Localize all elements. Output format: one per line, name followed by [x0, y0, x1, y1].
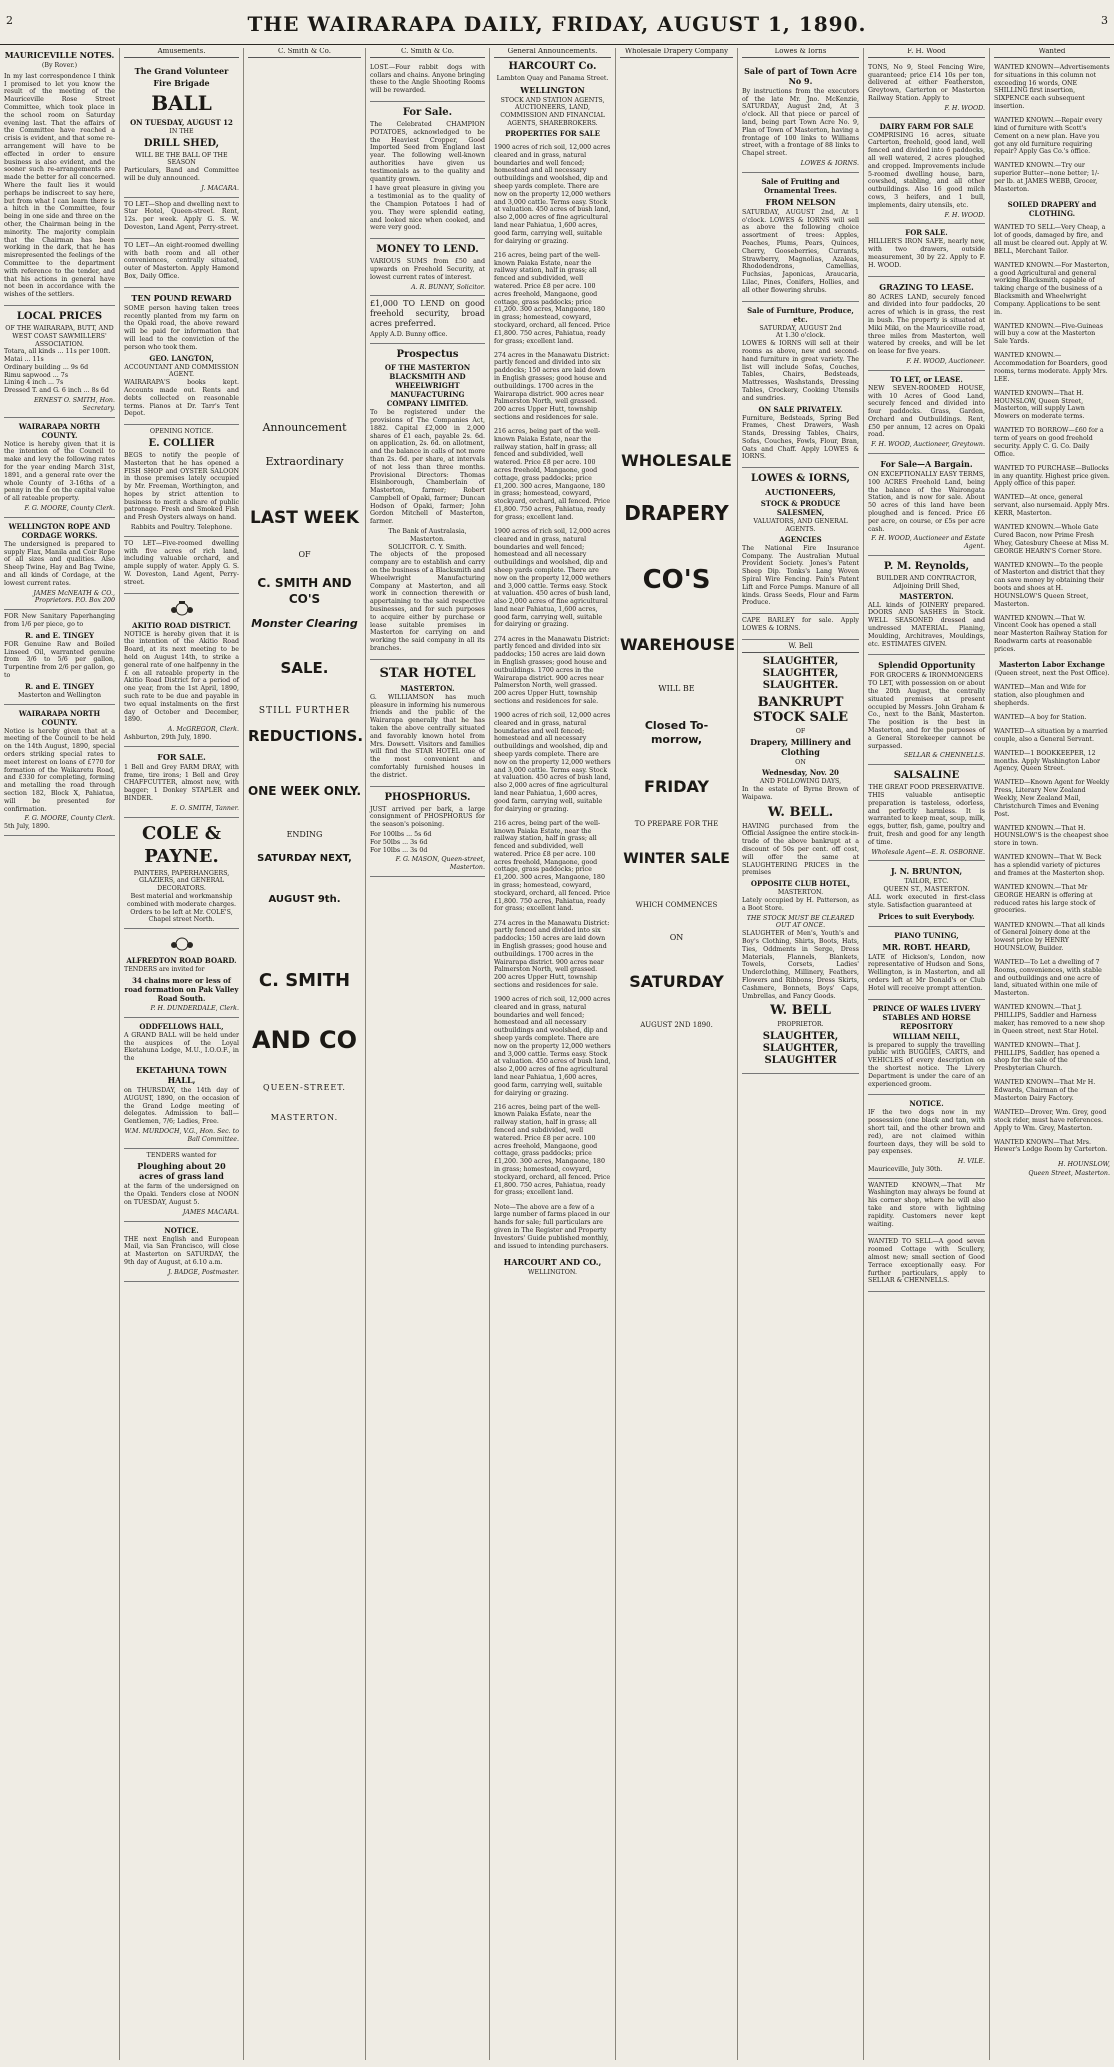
- labor-exchange-heading: Masterton Labor Exchange: [998, 659, 1105, 669]
- reynolds-ad: P. M. Reynolds, BUILDER AND CONTRACTOR, Adjoining Drill Shed, MASTERTON. ALL kinds of JOINERY prepared. DOORS AND SASHES in Stock. WELL SEASONED dressed and undressed MATERIAL. Planing, Moulding, Architraves, Mouldings, etc. ESTIMATES GIVEN.: [868, 556, 985, 655]
- byline: (By Rover.): [41, 62, 78, 69]
- to-let-ad-2: TO LET—An eight-roomed dwelling with bath room and all other conveniences, centrally situated, outer of Masterton. Apply Hamond Box, Daily Office.: [124, 239, 239, 288]
- wanted-item: WANTED—Known Agent for Weekly Press, Literary New Zealand Weekly, New Zealand Mail, Christchurch Times and Evening Post.: [994, 779, 1110, 818]
- alfredton-notice: ALFREDTON ROAD BOARD. TENDERS are invited for 34 chains more or less of road formation on Pak Valley Road South. P. H. DUNDERDALE, Clerk.: [124, 929, 239, 1018]
- wanted-item: WANTED KNOWN—That Mrs. Hewer's Lodge Room by Carterton.: [994, 1138, 1108, 1154]
- wanted-item: WANTED—A situation by a married couple, also a General Servant.: [994, 727, 1108, 743]
- column-c-smith-notices: [366, 48, 490, 2060]
- money-to-lend-ad: MONEY TO LEND. VARIOUS SUMS from £50 and upwards on Freehold Security, at lowest current rates of interest. A. R. BUNNY, Solicitor.: [370, 239, 485, 296]
- phosphorus-ad: PHOSPHORUS. JUST arrived per bark, a large consignment of PHOSPHORUS for the season's poisoning. For 100lbs ... 5s 6d For 50lbs ... 3s 6d For 10lbs ... 3s 0d F. G. MASON, Queen-street, Masterton.: [370, 787, 485, 877]
- royal-crest-icon: [169, 935, 195, 953]
- wanted-item: WANTED TO BORROW—£60 for a term of years on good freehold security. Apply C. G. Co. Daily Office.: [994, 427, 1104, 458]
- page-number-right: 3: [1101, 14, 1108, 27]
- price-item: For 10lbs ... 3s 0d: [370, 846, 428, 854]
- wanted-item: WANTED—Drover, Wm. Grey, good stock rider, must have references. Apply to Wm. Grey, Masterton.: [994, 1108, 1107, 1132]
- bargain-ad: For Sale—A Bargain. ON EXCEPTIONALLY EASY TERMS, 100 ACRES Freehold Land, being the balance of the Wairongata Station, and is now for sale. About 50 acres of this land have been ploughed and is fenced. Price £6 per acre, on course, or £5s per acre cash. F. H. WOOD, Auctioneer and Estate Agent.: [868, 454, 985, 556]
- announcement-word: Announcement: [262, 420, 347, 434]
- fencing-wire-ad: TONS, No 9, Steel Fencing Wire, guaranteed; price £14 10s per ton, delivered at either Featherston, Greytown, Carterton or Masterton Railway Station. Apply to F. H. WOOD.: [868, 61, 985, 118]
- column-fh-wood: [864, 48, 990, 2060]
- wanted-item: WANTED KNOWN—That Mr H. Edwards, Chairman of the Masterton Dairy Factory.: [994, 1079, 1096, 1102]
- wanted-item: WANTED KNOWN.—That H. HOUNSLOW'S is the cheapest shoe store in town.: [994, 824, 1109, 848]
- article-body: In my last correspondence I think I promised to let you know the result of the meeting of the Mauriceville Rose Street Committee, which took place in the school room on Saturday evening last. That the affairs of the Committee have reached a crisis is evident, and that some re-arrangement will have to be effected in order to ensure business is also evident, and the sooner such re-arrangements are made the better for all concerned. Where the fault lies it would perhaps be indiscreet to say here, but from what I can learn there is a hitch in the Committee, four being in one side and three on the other, the Chairman being in the minority. The majority complain that the Chairman has been working in the dark, that he has misrepresented the feelings of the Committee to the department with reference to the tender, and that his actions in general have not been in accordance with the wishes of the settlers.: [4, 70, 115, 306]
- column-heading: General Announcements.: [494, 48, 611, 58]
- dogs-notice: NOTICE. IF the two dogs now in my possession (one black and tan, with short tail, and the other brown and red), are not claimed within fourteen days, they will be sold to pay expenses. H. VILE. Mauriceville, July 30th.: [868, 1095, 985, 1178]
- dairy-farm-ad: DAIRY FARM FOR SALE COMPRISING 16 acres, situate Carterton, freehold, good land, well fenced and divided into 6 paddocks, all well watered, 2 acres ploughed and cropped. Improvements include 5-roomed dwelling house, barn, cowshed, stabling, and all other outbuildings. Also 16 good milch cows, 3 heifers, and 1 bull, implements, dairy utensils, etc. F. H. WOOD.: [868, 118, 985, 225]
- property-list: 1900 acres of rich soil, 12,000 acres cleared and in grass, natural boundaries and well fenced; homestead and all necessary outbuildings and woolshed, dip and sheep yards complete. There are now on the property 12,000 wethers and 3,000 cattle. Terms easy. Stock at valuation. 450 acres of bush land, also 2,000 acres of fine agricultural land near Pahiatua, 1,600 acres, good farm, carrying well, suitable for dairying or grazing.: [494, 144, 611, 245]
- local-prices: LOCAL PRICES OF THE WAIRARAPA, BUTT, AND WEST COAST SAWMILLERS' ASSOCIATION. Totara, all kinds ... 11s per 100ft. Matai ... 11s Ordinary building ... 9s 6d Rimu sapwood ... 7s Lining 4 inch ... 7s Dressed T. and G. 6 inch ... 8s 6d ERNEST O. SMITH, Hon. Secretary.: [4, 306, 115, 418]
- wanted-item: WANTED TO SELL—Very Cheap, a lot of goods, damaged by fire, and all must be cleared out. Apply at W. BELL, Merchant Tailor.: [994, 224, 1108, 255]
- house-to-let: TO LET, or LEASE. NEW SEVEN-ROOMED HOUSE, with 10 Acres of Good Land, securely fenced and divided into four paddocks. Grass, Garden, Orchard and Outbuildings. Rent, £50 per annum, 12 acres on Opaki road. F. H. WOOD, Auctioneer, Greytown.: [868, 371, 985, 454]
- collier-ad: OPENING NOTICE. E. COLLIER BEGS to notify the people of Masterton that he has opened a FISH SHOP and OYSTER SALOON in those premises lately occupied by Mr. Freeman, Worthington, and hopes by strict attention to business to merit a share of public patronage. Fresh and Smoked Fish and Fresh Oysters always on hand. Rabbits and Poultry. Telephone.: [124, 425, 239, 537]
- loan-ad: £1,000 TO LEND on good freehold security, broad acres preferred. Apply A.D. Bunny office.: [370, 296, 485, 344]
- wanted-item: WANTED KNOWN—To the people of Masterton and district that they can save money by obtaining their boots and shoes at H. HOUNSLOW'S Queen Street, Masterton.: [994, 561, 1105, 608]
- prospectus: Prospectus OF THE MASTERTON BLACKSMITH AND WHEELWRIGHT MANUFACTURING COMPANY LIMITED. To be registered under the provisions of The Companies Act, 1882. Capital £2,000 in 2,000 shares of £1 each, payable 2s. 6d. on application, 2s. 6d. on allotment, and the balance in calls of not more than 2s. 6d. per share, at intervals of not less than three months. Provisional Directors: Thomas Elsinborough, Chamberlain of Masterton, farmer; Robert Campbell of Opaki, farmer; Duncan Hodson of Opaki, farmer; John Gordon Mitchell of Masterton, farmer. The Bank of Australasia, Masterton. SOLICITOR. C. Y. Smith. The objects of the proposed company are to establish and carry on the business of a Blacksmith and Wheelwright Manufacturing Company at Masterton, and all work in connection therewith or appertaining to the said respective businesses, and for such purposes to acquire either by purchase or lease suitable premises in Masterton for carrying on and working the said company in all its branches.: [370, 344, 485, 660]
- heading-mauriceville: MAURICEVILLE NOTES.: [4, 50, 115, 60]
- column-heading: Wholesale Drapery Company: [620, 48, 733, 58]
- splendid-opportunity-ad: Splendid Opportunity FOR GROCERS & IRONMONGERS TO LET, with possession on or about the 20th August, the centrally situated premises at present occupied by Messrs. John Graham & Co., next to the Bank, Masterton. The position is the best in Masterton, and for the purposes of a General Storekeeper cannot be surpassed. SELLAR & CHENNELLS.: [868, 655, 985, 765]
- wanted-item: WANTED—To Let a dwelling of 7 Rooms, conveniences, with stable and outbuildings and one acre of land, situated within one mile of Masterton.: [994, 959, 1102, 998]
- column-heading: Lowes & Iorns: [742, 48, 859, 58]
- lost-notice: LOST.—Four rabbit dogs with collars and chains. Anyone bringing these to the Angle Shooting Rooms will be rewarded.: [370, 61, 485, 102]
- cole-payne-ad: COLE & PAYNE. PAINTERS, PAPERHANGERS, GLAZIERS, and GENERAL DECORATORS. Best material and workmanship combined with moderate charges. Orders to be left at Mr. COLE'S, Chapel street North.: [124, 818, 239, 930]
- bell-ad: W. Bell SLAUGHTER, SLAUGHTER, SLAUGHTER. BANKRUPT STOCK SALE OF Drapery, Millinery and Clothing ON Wednesday, Nov. 20 AND FOLLOWING DAYS, In the estate of Byrne Brown of Waipawa. W. BELL. HAVING purchased from the Official Assignee the entire stock-in-trade of the above bankrupt at a discount of 50s per cent. off cost, will offer the same at SLAUGHTERING PRICES in the premises OPPOSITE CLUB HOTEL, MASTERTON. Lately occupied by H. Patterson, as a Boot Store. THE STOCK MUST BE CLEARED OUT AT ONCE. SLAUGHTER of Men's, Youth's and Boy's Clothing, Shirts, Boots, Hats, Ties, Oddments in Serge, Dress Materials, Flannels, Blankets, Towels, Corsets, Ladies' Underclothing, Millinery, Feathers, Flowers and Ribbons; Dress Skirts, Cashmere, Bonnets, Boys' Caps, Umbrellas, and Fancy Goods. W. BELL PROPRIETOR. SLAUGHTER, SLAUGHTER, SLAUGHTER: [742, 640, 859, 1074]
- price-item: Lining 4 inch ... 7s: [4, 379, 64, 387]
- page-number-left: 2: [6, 14, 13, 27]
- reward-ad: TEN POUND REWARD SOME person having taken trees recently planted from my farm on the Opaki road, the above reward will be paid for information that will lead to the conviction of the person who took them. GEO. LANGTON, ACCOUNTANT AND COMMISSION AGENT. WAIRARAPA'S books kept. Accounts made out. Rents and debts collected on reasonable terms. Pianos at Dr. Tarr's Tent Depot.: [124, 288, 239, 425]
- potatoes-ad: For Sale. The Celebrated CHAMPION POTATOES, acknowledged to be the Heaviest Cropper, Good Imported Seed from England last year. The following well-known authorities have given us testimonials as to the quality and quantity grown. I have great pleasure in giving you a testimonial as to the quality of the Champion Potatoes I had of you. They were splendid eating, and looked nice when cooked, and were very good.: [370, 102, 485, 239]
- wanted-item: WANTED KNOWN.—Accommodation for Boarders, good rooms, terms moderate. Apply Mrs. LEE.: [994, 352, 1108, 383]
- safe-for-sale: FOR SALE. HILLIER'S IRON SAFE, nearly new, with two drawers, outside measurement, 30 by 22. Apply to F. H. WOOD.: [868, 224, 985, 276]
- grazing-lease: GRAZING TO LEASE. 80 ACRES LAND, securely fenced and divided into four paddocks, 20 acres of which is in grass, the rest in bush. The property is situated at Miki Miki, on the Mauriceville road, three miles from Masterton, well watered by creeks, and will be let on lease for five years. F. H. WOOD, Auctioneer.: [868, 277, 985, 371]
- county-notice: WAIRARAPA NORTH COUNTY. Notice is hereby given that it is the intention of the Council to make and levy the following rates for the year ending March 31st, 1891, and a general rate over the whole County of 3-16ths of a penny in the £ on the capital value of all rateable property. F. G. MOORE, County Clerk.: [4, 418, 115, 518]
- wanted-to-sell: WANTED TO SELL—A good seven roomed Cottage with Scullery, almost new; small section of Good Terrace exceptionally easy. For further particulars, apply to SELLAR & CHENNELLS.: [868, 1235, 985, 1292]
- wanted-item: WANTED KNOWN.—That W. Vincent Cook has opened a stall near Masterton Railway Station for Roadwarm carts at reasonable prices.: [994, 614, 1108, 653]
- wanted-item: WANTED—1 BOOKKEEPER, 12 months. Apply Washington Labor Agency, Queen Street.: [994, 749, 1101, 773]
- furniture-sale: Sale of Furniture, Produce, etc. SATURDAY, AUGUST 2nd At 1.30 o'clock. LOWES & IORNS will sell at their rooms as above, new and second-hand furniture in great variety. The list will include Sofas, Couches, Tables, Chairs, Bedsteads, Mattresses, Washstands, Dressing Tables, Crockery, Cooking Utensils and sundries. ON SALE PRIVATELY. Furniture, Bedsteads, Spring Bed Frames, Chest Drawers, Wash Stands, Dressing Tables, Chairs, Sofas, Couches, Fowls, Flour, Bran, Oats and Chaff. Apply LOWES & IORNS.: [742, 302, 859, 469]
- fruit-trees-sale: Sale of Fruiting and Ornamental Trees. FROM NELSON SATURDAY, AUGUST 2nd, At 1 o'clock. LOWES & IORNS will sell as above the following choice assortment of trees: Apples, Peaches, Plums, Pears, Quinces, Cherry, Gooseberries, Currants, Strawberry, Magnolias, Azaleas, Rhododendrons, Camellias, Fuchsias, Japonicas, Araucaria, Lilac, Pines, Conifers, Hollies, and all other flowering shrubs.: [742, 173, 859, 302]
- piano-tuning-ad: PIANO TUNING, MR. ROBT. HEARD, LATE of Hickson's, London, now representative of Hudson and Sons, Wellington, is in Masterton, and all orders left at Mr Donald's or Club Hotel will receive prompt attention.: [868, 927, 985, 1000]
- price-item: For 100lbs ... 5s 6d: [370, 830, 432, 838]
- wanted-item: WANTED KNOWN—That J. PHILLIPS, Saddler, has opened a shop for the sale of the Presbyterian Church.: [994, 1041, 1100, 1073]
- masthead: [0, 0, 1114, 45]
- wanted-item: WANTED KNOWN—That W. Beck has a splendid variety of pictures and frames at the Masterton shop.: [994, 854, 1105, 877]
- masthead-title: THE WAIRARAPA DAILY, FRIDAY, AUGUST 1, 1890.: [247, 12, 867, 36]
- akitio-notice: AKITIO ROAD DISTRICT. NOTICE is hereby given that it is the intention of the Akitio Road Board, at its next meeting to be held on August 14th, to strike a general rate of one halfpenny in the £ on all rateable property in the Akitio Road District for a period of one year, from the 1st April, 1890, such rate to be due and payable in two equal instalments on the first day of October and December, 1890. A. McGREGOR, Clerk. Ashburton, 29th July, 1890.: [124, 594, 239, 747]
- price-item: Rimu sapwood ... 7s: [4, 371, 69, 379]
- salsaline-ad: SALSALINE THE GREAT FOOD PRESERVATIVE. THIS valuable antiseptic preparation is tasteless, odorless, and perfectly harmless. It is warranted to keep meat, soup, milk, eggs, butter, fish, game, poultry and fruit, fresh and good for any length of time. Wholesale Agent—E. R. OSBORNE.: [868, 765, 985, 861]
- mail-notice: NOTICE. THE next English and European Mail, via San Francisco, will close at Masterton on SATURDAY, the 9th day of August, at 6.10 a.m. J. BADGE, Postmaster.: [124, 1222, 239, 1282]
- column-amusements: [120, 48, 244, 2060]
- rope-works-ad: WELLINGTON ROPE AND CORDAGE WORKS. The undersigned is prepared to supply Flax, Manila and Coir Rope of all sizes and qualities. Also Sheep Twine, Hay and Bag Twine, and all kinds of Cordage, at the lowest current rates. JAMES McNEATH & CO., Proprietors. P.O. Box 200: [4, 518, 115, 610]
- ball-ad: The Grand Volunteer Fire Brigade BALL ON TUESDAY, AUGUST 12 IN THE DRILL SHED, WILL BE THE BALL OF THE SEASON Particulars, Band and Committee will be duly announced. J. MACARA.: [124, 61, 239, 198]
- column-c-smith-display: C. Smith & Co. Announcement Extraordinary LAST WEEK OF C. SMITH AND CO'S Monster Clearing SALE. STILL FURTHER REDUCTIONS. ONE WEEK ONLY. ENDING SATURDAY NEXT, AUGUST 9th. C. SMITH AND CO QUEEN-STREET. MASTERTON.: [244, 48, 366, 2060]
- column-heading: C. Smith & Co.: [248, 48, 361, 58]
- soiled-drapery-heading: SOILED DRAPERY and CLOTHING.: [1007, 199, 1097, 218]
- wanted-known: WANTED KNOWN,—That Mr Washington may always be found at his corner shop, where he will also take and store with lightning rapidity. Customers never kept waiting.: [868, 1179, 985, 1236]
- ploughing-tender: TENDERS wanted for Ploughing about 20 acres of grass land at the farm of the undersigned on the Opaki. Tenders close at NOON on TUESDAY, August 5. JAMES MACARA.: [124, 1149, 239, 1222]
- tingey-ad: FOR New Sanitary Paperhanging from 1/6 per piece, go to R. and E. TINGEY FOR Genuine Raw and Boiled Linseed Oil, warranted genuine from 3/6 to 5/6 per gallon, Turpentine from 2/6 per gallon, go to R. and E. TINGEY Masterton and Wellington: [4, 610, 115, 704]
- to-let-ad: TO LET—Shop and dwelling next to Star Hotel, Queen-street. Rent, 12s. per week. Apply G. S. W. Doveston, Land Agent, Perry-street.: [124, 198, 239, 239]
- price-item: Ordinary building ... 9s 6d: [4, 363, 89, 371]
- column-lowes-iorns: [738, 48, 864, 2060]
- wanted-item: WANTED KNOWN.—That all kinds of General Joinery done at the lowest price by HENRY HOUNSLOW, Builder.: [994, 921, 1105, 952]
- wanted-item: WANTED KNOWN—Advertisements for situations in this column not exceeding 16 words, ONE SHILLING first insertion, SIXPENCE each subsequent insertion.: [994, 64, 1110, 111]
- price-item: Dressed T. and G. 6 inch ... 8s 6d: [4, 387, 109, 395]
- harcourt-title: HARCOURT Co.: [508, 60, 597, 72]
- county-notice-2: WAIRARAPA NORTH COUNTY. Notice is hereby given that at a meeting of the Council to be held on the 14th August, 1890, special orders striking special rates to meet interest on loans of £770 for formation of the Waikaretu Road, and £330 for completing, forming and metalling the road through section 182, Block X, Pahiatua, will be presented for confirmation. F. G. MOORE, County Clerk. 5th July, 1890.: [4, 705, 115, 836]
- column-harcourt: General Announcements. HARCOURT Co. Lambton Quay and Panama Street. WELLINGTON STOCK AND STATION AGENTS, AUCTIONEERS, LAND, COMMISSION AND FINANCIAL AGENTS, SHAREBROKERS. PROPERTIES FOR SALE 1900 acres of rich soil, 12,000 acres cleared and in grass, natural boundaries and well fenced; homestead and all necessary outbuildings and woolshed, dip and sheep yards complete. There are now on the property 12,000 wethers and 3,000 cattle. Terms easy. Stock at valuation. 450 acres of bush land, also 2,000 acres of fine agricultural land near Pahiatua, 1,600 acres, good farm, carrying well, suitable for dairying or grazing. 216 acres, being part of the well-known Paiaka Estate, near the railway station, half in grass; all fenced and subdivided, well watered. Price £8 per acre. 100 acres freehold, Mangaone, good cottage, grass paddocks; price £1,200. 300 acres, Mangaone, 180 in grass; homestead, cowyard, stockyard, orchard, all fenced. Price £1,800. 750 acres, Pahiatua, ready for grass; excellent land. 274 acres in the Manawatu District: partly fenced and divided into six paddocks; 150 acres are laid down in English grasses; good house and outbuildings. 1700 acres in the Wairarapa district. 900 acres near Palmerston North, well grassed. 200 acres Upper Hutt, township sections and residences for sale. 216 acres, being part of the well-known Paiaka Estate, near the railway station, half in grass; all fenced and subdivided, well watered. Price £8 per acre. 100 acres freehold, Mangaone, good cottage, grass paddocks; price £1,200. 300 acres, Mangaone, 180 in grass; homestead, cowyard, stockyard, orchard, all fenced. Price £1,800. 750 acres, Pahiatua, ready for grass; excellent land. 1900 acres of rich soil, 12,000 acres cleared and in grass, natural boundaries and well fenced; homestead and all necessary outbuildings and woolshed, dip and sheep yards complete. There are now on the property 12,000 wethers and 3,000 cattle. Terms easy. Stock at valuation. 450 acres of bush land, also 2,000 acres of fine agricultural land near Pahiatua, 1,600 acres, good farm, carrying well, suitable for dairying or grazing. 274 acres in the Manawatu District: partly fenced and divided into six paddocks; 150 acres are laid down in English grasses; good house and outbuildings. 1700 acres in the Wairarapa district. 900 acres near Palmerston North, well grassed. 200 acres Upper Hutt, township sections and residences for sale. 1900 acres of rich soil, 12,000 acres cleared and in grass, natural boundaries and well fenced; homestead and all necessary outbuildings and woolshed, dip and sheep yards complete. There are now on the property 12,000 wethers and 3,000 cattle. Terms easy. Stock at valuation. 450 acres of bush land, also 2,000 acres of fine agricultural land near Pahiatua, 1,600 acres, good farm, carrying well, suitable for dairying or grazing. 216 acres, being part of the well-known Paiaka Estate, near the railway station, half in grass; all fenced and subdivided, well watered. Price £8 per acre. 100 acres freehold, Mangaone, good cottage, grass paddocks; price £1,200. 300 acres, Mangaone, 180 in grass; homestead, cowyard, stockyard, orchard, all fenced. Price £1,800. 750 acres, Pahiatua, ready for grass; excellent land. 274 acres in the Manawatu District: partly fenced and divided into six paddocks; 150 acres are laid down in English grasses; good house and outbuildings. 1700 acres in the Wairarapa district. 900 acres near Palmerston North, well grassed. 200 acres Upper Hutt, township sections and residences for sale. 1900 acres of rich soil, 12,000 acres cleared and in grass, natural boundaries and well fenced; homestead and all necessary outbuildings and woolshed, dip and sheep yards complete. There are now on the property 12,000 wethers and 3,000 cattle. Terms easy. Stock at valuation. 450 acres of bush land, also 2,000 acres of fine agricultural land near Pahiatua, 1,600 acres, good farm, carrying well, suitable for dairying or grazing. 216 acres, being part of the well-known Paiaka Estate, near the railway station, half in grass; all fenced and subdivided, well watered. Price £8 per acre. 100 acres freehold, Mangaone, good cottage, grass paddocks; price £1,200. 300 acres, Mangaone, 180 in grass; homestead, cowyard, stockyard, orchard, all fenced. Price £1,800. 750 acres, Pahiatua, ready for grass; excellent land. Note—The above are a few of a large number of farms placed in our hands for sale; full particulars are given in The Register and Property Investors' Guide published monthly, and issued to intending purchasers. HARCOURT AND CO., WELLINGTON.: [490, 48, 616, 2060]
- column-wholesale-drapery: Wholesale Drapery Company WHOLESALE DRAPERY CO'S WAREHOUSE WILL BE Closed To-morrow, FRIDAY TO PREPARE FOR THE WINTER SALE WHICH COMMENCES ON SATURDAY AUGUST 2ND 1890.: [616, 48, 738, 2060]
- wanted-item: WANTED KNOWN.—For Masterton, a good Agricultural and general working Blacksmith, capable of taking charge of the business of a Blacksmith and Wheelwright Company. Applications to be sent in.: [994, 261, 1110, 316]
- lowes-iorns-card: LOWES & IORNS, AUCTIONEERS, STOCK & PRODUCE SALESMEN, VALUATORS, AND GENERAL AGENTS. AGENCIES The National Fire Insurance Company. The Australian Mutual Provident Society. Jones's Patent Sheep Dip. Tonks's Lang Woven Spiral Wire Fencing. Pain's Patent Lift and Force Pumps. Manure of all kinds. Grass Seeds, Flour and Farm Produce.: [742, 468, 859, 614]
- column-wanted: Wanted WANTED KNOWN—Advertisements for situations in this column not exceeding 16 words, ONE SHILLING first insertion, SIXPENCE each subsequent insertion. WANTED KNOWN.—Repair every kind of furniture with Scott's Cement on a new plan. Have you got any old furniture requiring repair? Apply Gas Co.'s office. WANTED KNOWN.—Try our superior Butter—none better; 1/- per lb. at JAMES WEBB, Grocer, Masterton. SOILED DRAPERY and CLOTHING. WANTED TO SELL—Very Cheap, a lot of goods, damaged by fire, and all must be cleared out. Apply at W. BELL, Merchant Tailor. WANTED KNOWN.—For Masterton, a good Agricultural and general working Blacksmith, capable of taking charge of the business of a Blacksmith and Wheelwright Company. Applications to be sent in. WANTED KNOWN.—Five-Guineas will buy a cow at the Masterton Sale Yards. WANTED KNOWN.—Accommodation for Boarders, good rooms, terms moderate. Apply Mrs. LEE. WANTED KNOWN—That H. HOUNSLOW, Queen Street, Masterton, will supply Lawn Mowers on moderate terms. WANTED TO BORROW—£60 for a term of years on good freehold security. Apply C. G. Co. Daily Office. WANTED TO PURCHASE—Bullocks in any quantity. Highest price given. Apply office of this paper. WANTED—At once, general servant, also nursemaid. Apply Mrs. KERR, Masterton. WANTED KNOWN.—Whole Gate Cured Bacon, now Prime Fresh Whey, Gatesbury Cheese at Miss M. GEORGE HEARN'S Corner Store. WANTED KNOWN—To the people of Masterton and district that they can save money by obtaining their boots and shoes at H. HOUNSLOW'S Queen Street, Masterton. WANTED KNOWN.—That W. Vincent Cook has opened a stall near Masterton Railway Station for Roadwarm carts at reasonable prices. Masterton Labor Exchange (Queen street, next the Post Office). WANTED—Man and Wife for station, also ploughmen and shepherds. WANTED—A boy for Station. WANTED—A situation by a married couple, also a General Servant. WANTED—1 BOOKKEEPER, 12 months. Apply Washington Labor Agency, Queen Street. WANTED—Known Agent for Weekly Press, Literary New Zealand Weekly, New Zealand Mail, Christchurch Times and Evening Post. WANTED KNOWN.—That H. HOUNSLOW'S is the cheapest shoe store in town. WANTED KNOWN—That W. Beck has a splendid variety of pictures and frames at the Masterton shop. WANTED KNOWN.—That Mr GEORGE HEARN is offering at reduced rates his large stock of groceries. WANTED KNOWN.—That all kinds of General Joinery done at the lowest price by HENRY HOUNSLOW, Builder. WANTED—To Let a dwelling of 7 Rooms, conveniences, with stable and outbuildings and one acre of land, situated within one mile of Masterton. WANTED KNOWN.—That J. PHILLIPS, Saddler and Harness maker, has removed to a new shop in Queen street, next Star Hotel. WANTED KNOWN—That J. PHILLIPS, Saddler, has opened a shop for the sale of the Presbyterian Church. WANTED KNOWN—That Mr H. Edwards, Chairman of the Masterton Dairy Factory. WANTED—Drover, Wm. Grey, good stock rider, must have references. Apply to Wm. Grey, Masterton. WANTED KNOWN—That Mrs. Hewer's Lodge Room by Carterton. H. HOUNSLOW, Queen Street, Masterton.: [994, 48, 1110, 1178]
- wanted-item: WANTED KNOWN.—That J. PHILLIPS, Saddler and Harness maker, has removed to a new shop in Queen street, next Star Hotel.: [994, 1004, 1105, 1035]
- column-mauriceville: [0, 48, 120, 2060]
- oddfellows-ad: ODDFELLOWS HALL, A GRAND BALL will be held under the auspices of the Loyal Eketahuna Lodge, M.U., I.O.O.F., in the EKETAHUNA TOWN HALL, on THURSDAY, the 14th day of AUGUST, 1890, on the occasion of the Grand Lodge meeting of delegates. Admission to ball—Gentlemen, 7/6; Ladies, Free. W.M. MURDOCH, V.G., Hon. Sec. to Ball Committee.: [124, 1018, 239, 1149]
- livery-stables-ad: PRINCE OF WALES LIVERY STABLES AND HORSE REPOSITORY WILLIAM NEILL, is prepared to supply the travelling public with BUGGIES, CARTS, and VEHICLES of every description on the shortest notice. The Livery Department is under the care of an experienced groom.: [868, 1000, 985, 1096]
- wanted-item: WANTED KNOWN.—Five-Guineas will buy a cow at the Masterton Sale Yards.: [994, 322, 1103, 346]
- to-let-ad-3: TO LET—Five-roomed dwelling with five acres of rich land, including valuable orchard, and ample supply of water. Apply G. S. W. Doveston, Land Agent, Perry-street.: [124, 537, 239, 594]
- wanted-item: WANTED KNOWN.—Try our superior Butter—none better; 1/- per lb. at JAMES WEBB, Grocer, Masterton.: [994, 162, 1100, 193]
- royal-crest-icon: [169, 600, 195, 618]
- wanted-item: WANTED—A boy for Station.: [994, 713, 1087, 721]
- wanted-item: WANTED—Man and Wife for station, also ploughmen and shepherds.: [994, 684, 1087, 707]
- column-heading: F. H. Wood: [868, 48, 985, 58]
- price-item: Matai ... 11s: [4, 356, 44, 364]
- column-heading: C. Smith & Co.: [370, 48, 485, 58]
- brunton-ad: J. N. BRUNTON, TAILOR, ETC. QUEEN ST., MASTERTON. ALL work executed in first-class style. Satisfaction guaranteed at Prices to suit Everybody.: [868, 861, 985, 926]
- column-heading: Wanted: [994, 48, 1110, 58]
- wanted-item: WANTED KNOWN.—Repair every kind of furniture with Scott's Cement on a new plan. Have you got any old furniture requiring repair? Apply Gas Co.'s office.: [994, 117, 1103, 156]
- wanted-item: WANTED KNOWN—That H. HOUNSLOW, Queen Street, Masterton, will supply Lawn Mowers on moderate terms.: [994, 389, 1085, 421]
- for-sale-ad: FOR SALE. 1 Bell and Grey FARM DRAY, with frame, tire irons; 1 Bell and Grey CHAFFCUTTER, almost new, with bagger; 1 Donkey STAPLER and BINDER. E. O. SMITH, Tanner.: [124, 747, 239, 818]
- wanted-item: WANTED TO PURCHASE—Bullocks in any quantity. Highest price given. Apply office of this paper.: [994, 464, 1110, 488]
- wanted-item: WANTED KNOWN.—Whole Gate Cured Bacon, now Prime Fresh Whey, Gatesbury Cheese at Miss M. GEORGE HEARN'S Corner Store.: [994, 524, 1109, 555]
- town-acre-sale: Sale of part of Town Acre No 9. By instructions from the executors of the late Mr. Jno. McKenzie, SATURDAY, August 2nd, At 3 o'clock. All that piece or parcel of land, being part Town Acre No. 9, Plan of Town of Masterton, having a frontage of 100 links to Williams street, with a frontage of 88 links to Chapel street. LOWES & IORNS.: [742, 61, 859, 173]
- harcourt-signature: HARCOURT AND CO.,: [503, 1256, 602, 1267]
- star-hotel-ad: STAR HOTEL MASTERTON. G. WILLIAMSON has much pleasure in informing his numerous friends and the public of the Wairarapa generally that he has taken the above centrally situated and favorably known hotel from Mrs. Dowsett. Visitors and families will find the STAR HOTEL one of the most convenient and comfortably furnished houses in the district.: [370, 660, 485, 787]
- price-item: For 50lbs ... 3s 6d: [370, 838, 428, 846]
- local-prices-title: LOCAL PRICES: [16, 310, 103, 322]
- wanted-item: WANTED KNOWN.—That Mr GEORGE HEARN is offering at reduced rates his large stock of groceries.: [994, 884, 1096, 915]
- wanted-item: WANTED—At once, general servant, also nursemaid. Apply Mrs. KERR, Masterton.: [994, 494, 1110, 518]
- column-heading: Amusements.: [124, 48, 239, 58]
- price-item: Totara, all kinds ... 11s per 100ft.: [4, 348, 111, 356]
- cape-barley-ad: CAPE BARLEY for sale. Apply LOWES & IORNS.: [742, 614, 859, 640]
